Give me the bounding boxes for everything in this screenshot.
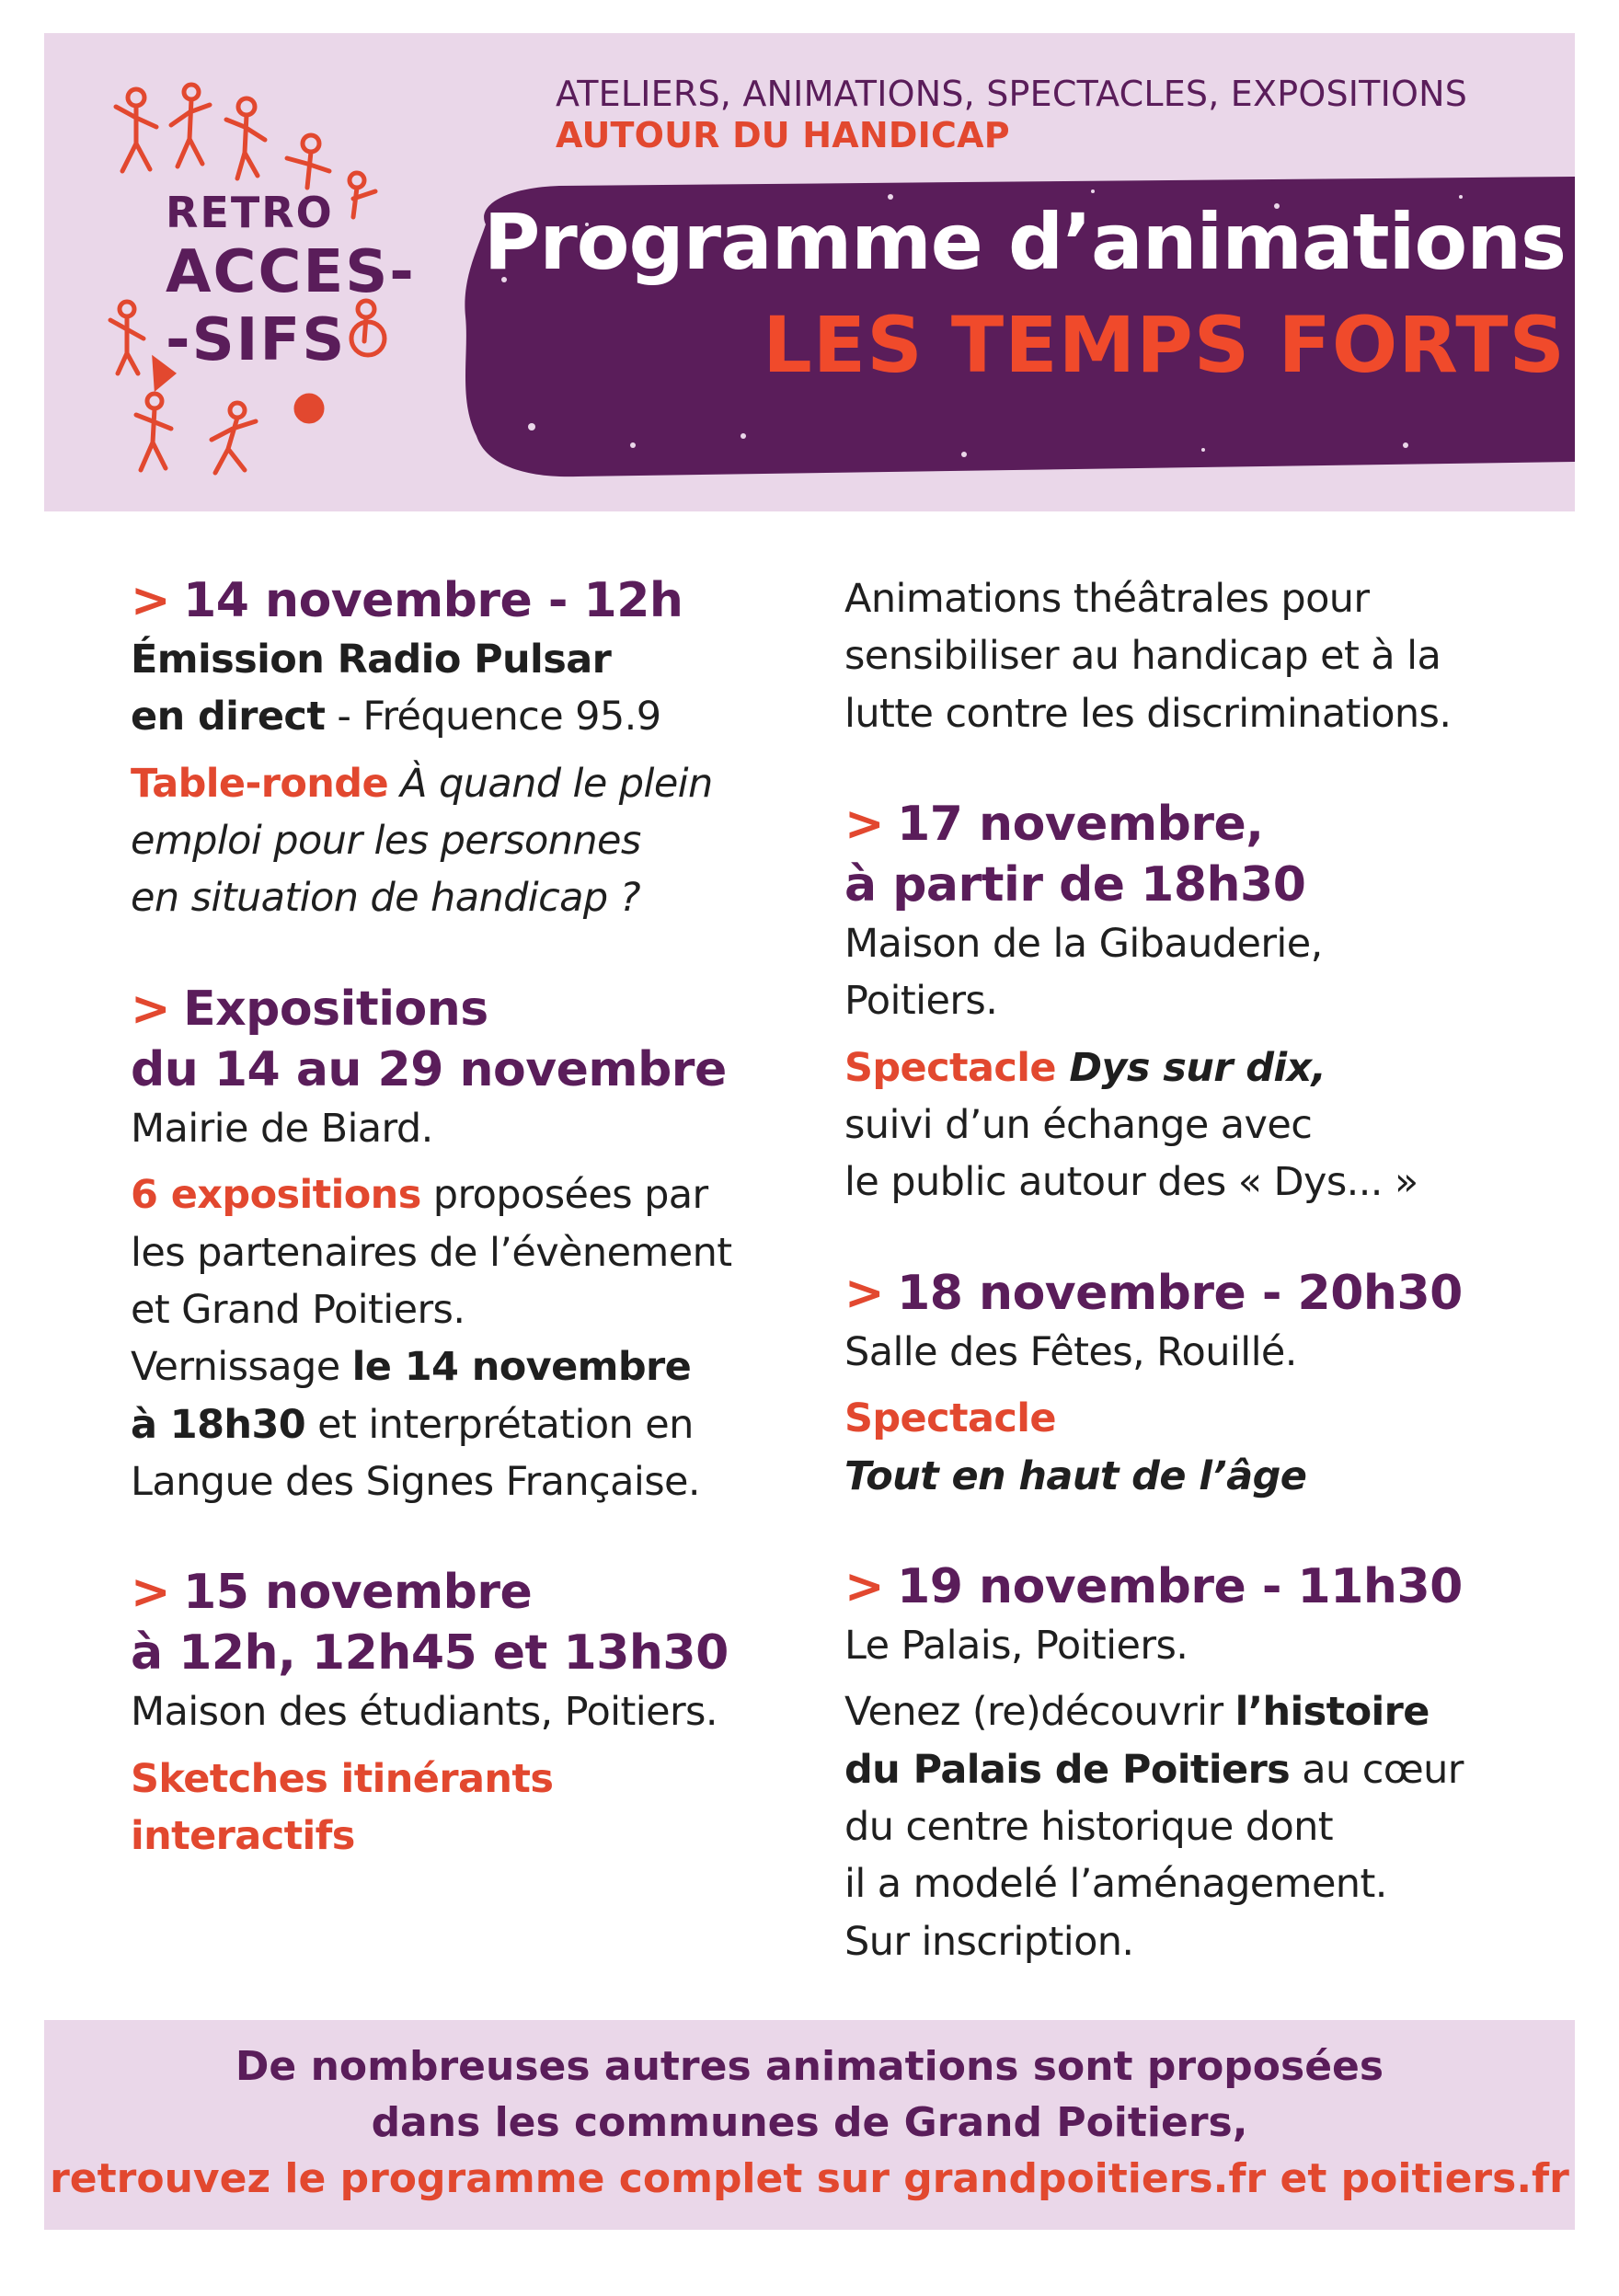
chevron-right-icon: > — [131, 1565, 171, 1621]
event-date: > 19 novembre - 11h30 — [844, 1558, 1463, 1614]
event-date: > 14 novembre - 12h — [131, 573, 683, 628]
event-label: Table-ronde — [131, 760, 389, 807]
event-label: Spectacle — [844, 1395, 1056, 1442]
event-description: Animations théâtrales pour sensibiliser au handicap et à la lutte contre les discriminations. — [844, 576, 1452, 737]
page-subtitle: LES TEMPS FORTS — [763, 300, 1566, 390]
retro-accessifs-logo — [99, 79, 416, 484]
event-label: 6 expositions — [131, 1172, 421, 1219]
event-sketches-continued — [844, 570, 1544, 742]
event-detail: Spectacle Dys sur dix, suivi d’un échange avec le public autour des « Dys... » — [844, 1044, 1418, 1206]
event-detail: 6 expositions proposées par les partenaires de l’évènement et Grand Poitiers. Vernissage le 14 novembre à 18h30 et interprétation en Langue des Signes Française. — [131, 1172, 732, 1505]
event-detail: Table-ronde À quand le plein emploi pour les personnes en situation de handicap ? — [131, 760, 713, 922]
event-place: Maison des étudiants, Poitiers. — [131, 1689, 718, 1736]
footer-line-1: De nombreuses autres animations sont proposées — [235, 2043, 1384, 2090]
chevron-right-icon: > — [844, 797, 885, 853]
event-tout-en-haut — [844, 1263, 1544, 1505]
chevron-right-icon: > — [844, 1265, 885, 1321]
event-sketches — [131, 1562, 830, 1865]
event-date: > 18 novembre - 20h30 — [844, 1265, 1463, 1321]
chevron-right-icon: > — [844, 1558, 885, 1614]
logo-text-retro: RETRO — [166, 188, 334, 237]
right-column — [844, 570, 1544, 2022]
footer-band — [44, 2020, 1575, 2230]
event-place: Mairie de Biard. — [131, 1105, 433, 1152]
event-detail: Venez (re)découvrir l’histoire du Palais de Poitiers au cœur du centre historique dont il a modelé l’aménagement. Sur inscription. — [844, 1689, 1464, 1965]
logo-text-acces: ACCES- — [166, 238, 416, 306]
event-place: Salle des Fêtes, Rouillé. — [844, 1328, 1297, 1375]
event-expositions — [131, 979, 830, 1510]
left-column — [131, 570, 830, 1916]
event-date: > Expositions du 14 au 29 novembre — [131, 981, 727, 1097]
event-palais — [844, 1556, 1544, 1970]
footer-links: retrouvez le programme complet sur grandpoitiers.fr et poitiers.fr — [50, 2155, 1569, 2203]
event-detail: Spectacle Tout en haut de l’âge — [844, 1395, 1307, 1499]
event-date: > 15 novembre à 12h, 12h45 et 13h30 — [131, 1565, 729, 1682]
event-place: Le Palais, Poitiers. — [844, 1622, 1188, 1669]
header-band — [44, 33, 1575, 511]
event-dys-sur-dix — [844, 794, 1544, 1211]
event-date: > 17 novembre, à partir de 18h30 — [844, 797, 1306, 913]
logo-text-sifs: -SIFS — [166, 306, 347, 374]
event-place: Maison de la Gibauderie, Poitiers. — [844, 921, 1323, 1025]
chevron-right-icon: > — [131, 981, 171, 1037]
event-description: Émission Radio Pulsar en direct - Fréquence 95.9 — [131, 637, 661, 740]
event-radio-pulsar — [131, 570, 830, 927]
tagline-activities: ATELIERS, ANIMATIONS, SPECTACLES, EXPOSITIONS — [556, 74, 1468, 114]
tagline — [556, 74, 1467, 156]
footer-line-2: dans les communes de Grand Poitiers, — [371, 2099, 1248, 2147]
page-title: Programme d’animations — [483, 197, 1566, 287]
event-label: Sketches itinérants interactifs — [131, 1755, 554, 1859]
event-label: Spectacle — [844, 1044, 1056, 1091]
tagline-handicap: AUTOUR DU HANDICAP — [556, 114, 1010, 155]
chevron-right-icon: > — [131, 573, 171, 628]
